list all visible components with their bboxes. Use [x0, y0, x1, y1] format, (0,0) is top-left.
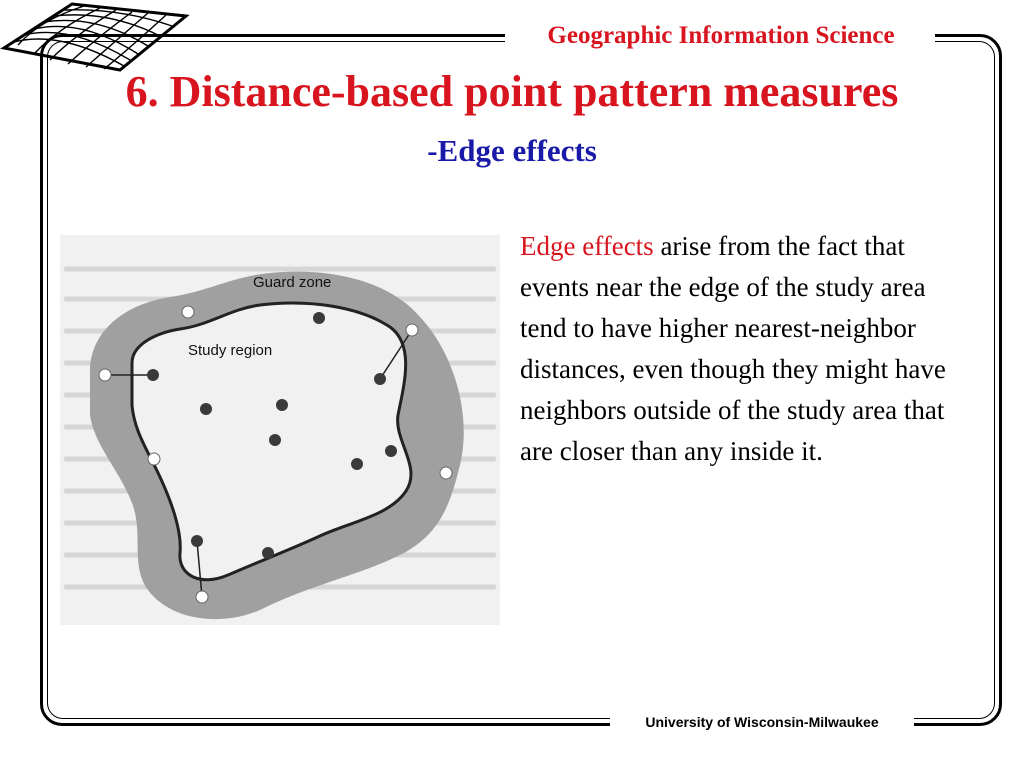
- event-point: [200, 403, 212, 415]
- edge-effects-figure: [60, 235, 500, 625]
- study-region-label: Study region: [188, 342, 273, 359]
- edge-effects-term: Edge effects: [520, 231, 654, 261]
- course-title: Geographic Information Science: [547, 22, 895, 49]
- slide-subtitle: -Edge effects: [427, 133, 597, 168]
- event-point: [313, 312, 325, 324]
- guard-event-point: [196, 591, 208, 603]
- event-point: [351, 458, 363, 470]
- guard-event-point: [182, 306, 194, 318]
- event-point: [262, 547, 274, 559]
- event-point: [374, 373, 386, 385]
- event-point: [385, 445, 397, 457]
- guard-event-point: [148, 453, 160, 465]
- guard-event-point: [99, 369, 111, 381]
- guard-zone-label: Guard zone: [253, 274, 332, 291]
- event-point: [147, 369, 159, 381]
- body-paragraph-text: arise from the fact that events near the edge of the study area tend to have higher nearest-neighbor distances, even though they might have neighbors outside of the study area that are closer than any inside it.: [520, 231, 946, 466]
- institution-name: University of Wisconsin-Milwaukee: [645, 714, 879, 730]
- slide-title: 6. Distance-based point pattern measures: [125, 67, 899, 116]
- event-point: [269, 434, 281, 446]
- guard-event-point: [440, 467, 452, 479]
- guard-event-point: [406, 324, 418, 336]
- event-point: [191, 535, 203, 547]
- event-point: [276, 399, 288, 411]
- body-paragraph: [520, 226, 960, 472]
